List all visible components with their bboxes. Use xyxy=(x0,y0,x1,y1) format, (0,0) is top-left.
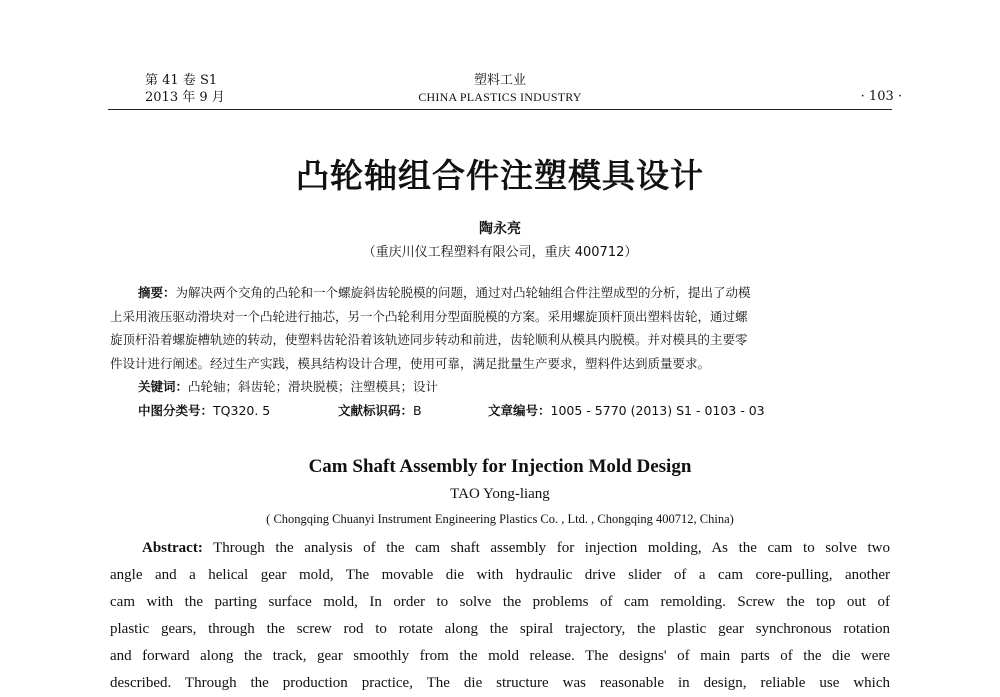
abstract-cn-line: 旋顶杆沿着螺旋槽轨迹的转动，使塑料齿轮沿着该轨迹同步转动和前进，齿轮顺利从模具内脱模。并对模具的主要零 xyxy=(110,332,748,347)
abstract-label-cn: 摘要： xyxy=(138,285,176,300)
abstract-en-line: and forward along the track, gear smoothly from the mold release. The designs' of main parts of the die were xyxy=(110,648,890,664)
author-en: TAO Yong-liang xyxy=(450,486,550,502)
abstract-en-line: described. Through the production practice, The die structure was reasonable in design, reliable use which xyxy=(110,675,890,691)
article-title-cn: 凸轮轴组合件注塑模具设计 xyxy=(296,156,704,195)
journal-name-en: CHINA PLASTICS INDUSTRY xyxy=(418,90,582,104)
clc-number: 中图分类号：TQ320. 5 xyxy=(138,403,271,418)
document-code: 文献标识码：B xyxy=(338,403,422,418)
header-journal xyxy=(0,72,1000,106)
header-date: 2013 年 9 月 xyxy=(145,90,225,105)
abstract-en-line: angle and a helical gear mold, The movable die with hydraulic drive slider of a cam core-pulling, another xyxy=(110,567,890,583)
abstract-cn xyxy=(110,281,890,375)
keywords-value-cn: 凸轮轴；斜齿轮；滑块脱模；注塑模具；设计 xyxy=(188,379,439,394)
abstract-en-line: plastic gears, through the screw rod to rotate along the spiral trajectory, the plastic gear synchronous rotation xyxy=(110,621,890,637)
abstract-cn-line: 摘要：为解决两个交角的凸轮和一个螺旋斜齿轮脱模的问题，通过对凸轮轴组合件注塑成型的分析，提出了动模 xyxy=(138,285,751,300)
article-title-en: Cam Shaft Assembly for Injection Mold Design xyxy=(308,456,692,477)
keywords-cn xyxy=(138,377,438,395)
author-cn: 陶永亮 xyxy=(479,221,521,237)
affiliation-en: ( Chongqing Chuanyi Instrument Engineering Plastics Co. , Ltd. , Chongqing 400712, China) xyxy=(266,512,734,526)
abstract-label-en: Abstract: xyxy=(142,540,203,556)
journal-name-cn: 塑料工业 xyxy=(473,73,526,88)
page-number: · 103 · xyxy=(860,89,902,104)
affiliation-cn: （重庆川仪工程塑料有限公司，重庆 400712） xyxy=(362,245,638,260)
keywords-label-cn: 关键词： xyxy=(138,379,189,394)
abstract-en-line: cam with the parting surface mold, In order to solve the problems of cam remolding. Screw the top out of xyxy=(110,594,890,610)
article-number: 文章编号：1005 - 5770 (2013) S1 - 0103 - 03 xyxy=(488,403,765,418)
abstract-cn-line: 上采用液压驱动滑块对一个凸轮进行抽芯，另一个凸轮利用分型面脱模的方案。采用螺旋顶杆顶出塑料齿轮，通过螺 xyxy=(110,308,748,324)
abstract-en-line: Abstract: Through the analysis of the cam shaft assembly for injection molding, As the cam to solve two xyxy=(142,540,890,556)
header-volume: 第 41 卷 S1 xyxy=(145,73,218,88)
header-divider xyxy=(108,109,892,110)
abstract-cn-line: 件设计进行阐述。经过生产实践，模具结构设计合理，使用可靠，满足批量生产要求，塑料件达到质量要求。 xyxy=(110,355,711,371)
classification-row xyxy=(138,401,898,419)
abstract-en xyxy=(110,535,890,697)
running-header xyxy=(0,72,1000,112)
